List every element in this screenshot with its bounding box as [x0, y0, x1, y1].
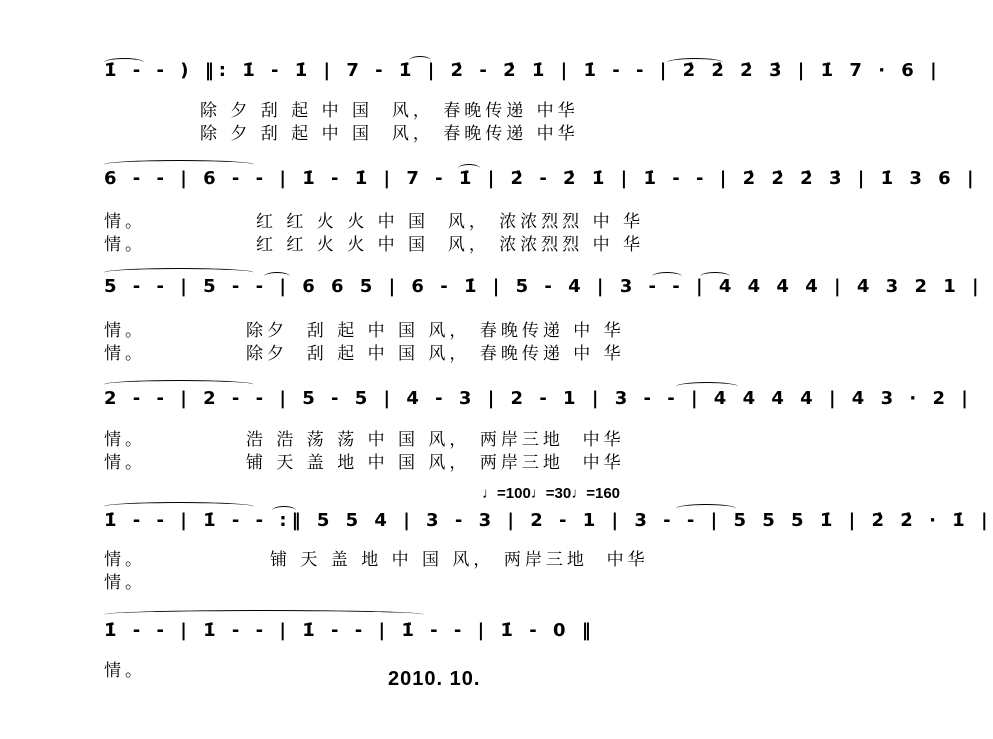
- lyric-line-1b: 除 夕 刮 起 中 国 风， 春晚传递 中华: [200, 124, 579, 144]
- tie-arc: [700, 272, 730, 281]
- lyric-line-3b: 除夕 刮 起 中 国 风， 春晚传递 中 华: [246, 344, 625, 364]
- composition-date: 2010. 10.: [388, 668, 481, 690]
- notation-line-1: 1̇ - - ) ‖: 1̇ - 1̇ | 7 - 1̇ | 2̇ - 2̇ 1̇ | 1̇ - - | 2̇ 2̇ 2̇ 3̇ | 1̇ 7 · 6 |: [104, 60, 942, 81]
- tie-arc: [264, 272, 290, 281]
- notation-line-5: 1̇ - - | 1̇ - - :‖ 5 5 4 | 3 - 3 | 2 - 1 | 3 - - | 5 5 5 1̇ | 2̇ 2̇ · 1̇ |: [104, 510, 993, 531]
- score-line-4: [104, 388, 973, 420]
- notation-line-2: 6 - - | 6 - - | 1̇ - 1̇ | 7 - 1̇ | 2̇ - 2̇ 1̇ | 1̇ - - | 2̇ 2̇ 2̇ 3̇ | 1̇ 3 6 |: [104, 168, 979, 189]
- lyric-line-6-end: 情。: [104, 661, 146, 681]
- lyric-line-4-end-a: 情。: [104, 430, 146, 450]
- tempo-marking: ♩=100♩=30♩=160: [482, 485, 621, 502]
- tie-arc: [104, 160, 254, 169]
- lyric-line-3-end-a: 情。: [104, 321, 146, 341]
- lyric-line-2a: 红 红 火 火 中 国 风， 浓浓烈烈 中 华: [256, 212, 645, 232]
- tie-arc: [676, 504, 736, 513]
- lyric-line-5-end-b: 情。: [104, 573, 146, 593]
- score-line-3: [104, 276, 984, 308]
- lyric-line-4-end-b: 情。: [104, 453, 146, 473]
- tie-arc: [104, 502, 254, 511]
- notation-line-6: 1̇ - - | 1̇ - - | 1̇ - - | 1̇ - - | 1̇ - 0 ‖: [104, 620, 596, 641]
- lyric-line-4b: 铺 天 盖 地 中 国 风， 两岸三地 中华: [246, 453, 625, 473]
- score-line-6: [104, 620, 744, 652]
- lyric-line-3a: 除夕 刮 起 中 国 风， 春晚传递 中 华: [246, 321, 625, 341]
- notation-line-4: 2 - - | 2 - - | 5 - 5 | 4 - 3 | 2 - 1 | 3 - - | 4 4 4 4 | 4 3 · 2 |: [104, 388, 973, 409]
- score-line-1: [104, 60, 942, 92]
- tie-arc: [667, 58, 723, 67]
- tie-arc: [104, 58, 144, 67]
- lyric-line-2b: 红 红 火 火 中 国 风， 浓浓烈烈 中 华: [256, 235, 645, 255]
- tie-arc: [104, 380, 254, 389]
- tie-arc: [676, 382, 738, 391]
- lyric-line-1a: 除 夕 刮 起 中 国 风， 春晚传递 中华: [200, 101, 579, 121]
- tie-arc: [458, 164, 480, 173]
- lyric-line-2-end-a: 情。: [104, 212, 146, 232]
- notation-line-3: 5 - - | 5 - - | 6 6 5 | 6 - 1̇ | 5 - 4 | 3 - - | 4 4 4 4 | 4 3 2 1 |: [104, 276, 984, 297]
- tie-arc: [272, 506, 296, 515]
- tie-arc: [104, 610, 424, 619]
- lyric-line-5-end-a: 情。: [104, 550, 146, 570]
- lyric-line-3-end-b: 情。: [104, 344, 146, 364]
- tie-arc: [652, 272, 682, 281]
- lyric-line-5a: 铺 天 盖 地 中 国 风， 两岸三地 中华: [270, 550, 649, 570]
- score-line-2: [104, 168, 979, 200]
- tie-arc: [104, 268, 254, 277]
- lyric-line-4a: 浩 浩 荡 荡 中 国 风， 两岸三地 中华: [246, 430, 625, 450]
- tie-arc: [409, 56, 431, 65]
- score-line-5: [104, 510, 993, 542]
- lyric-line-2-end-b: 情。: [104, 235, 146, 255]
